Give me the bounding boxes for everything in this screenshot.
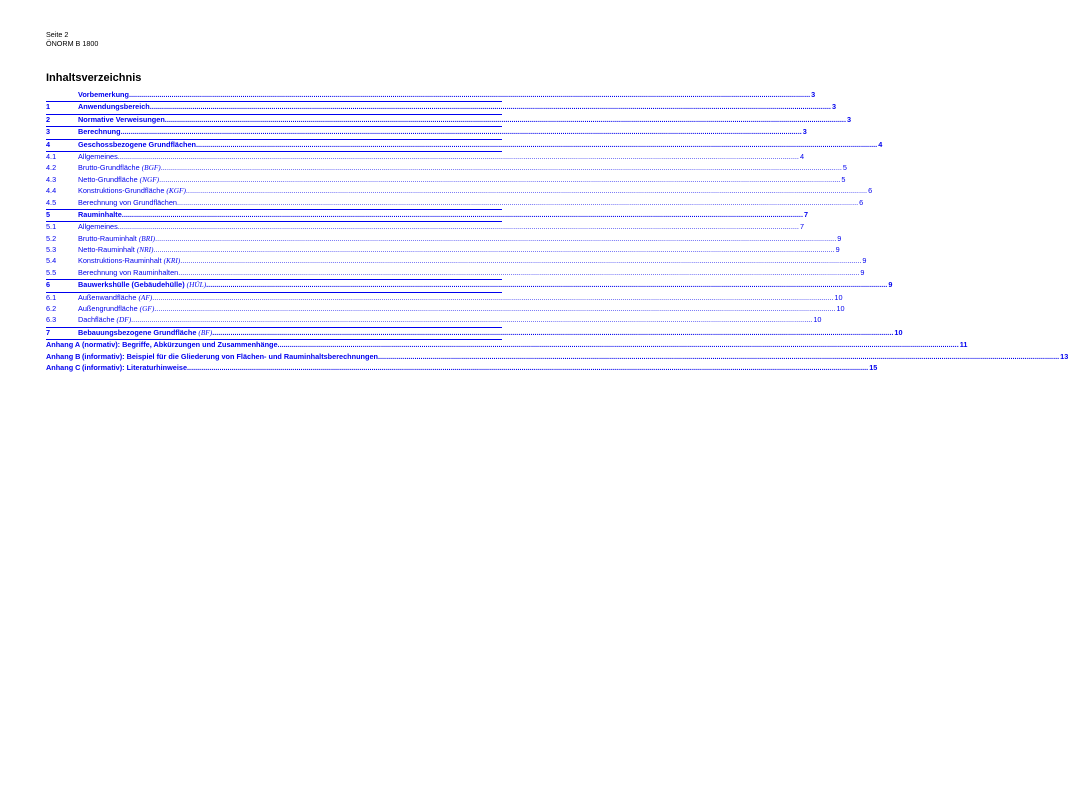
- page-number: Seite 2: [46, 30, 69, 39]
- toc-entry-page: 3: [811, 90, 816, 99]
- toc-leader-dots: [121, 127, 802, 136]
- toc-entry-title-text: (informativ): Beispiel für die Gliederung von Flächen- und Rauminhaltsberechnungen: [82, 351, 378, 361]
- toc-entry-title: [78, 256, 180, 265]
- toc-entry[interactable]: [46, 126, 807, 138]
- toc-entry-title-text: Bauwerkshülle (Gebäudehülle): [78, 280, 187, 290]
- toc-entry-title: [78, 175, 159, 184]
- toc-entry-page: 13: [1060, 351, 1068, 361]
- toc-entry-title: [78, 328, 212, 337]
- toc-entry-number: 6.3: [46, 315, 57, 325]
- toc-leader-dots: [118, 152, 799, 161]
- toc-entry-title: [78, 304, 154, 313]
- toc-entry-number: 4: [46, 139, 51, 149]
- toc-entry[interactable]: [46, 163, 847, 174]
- toc-entry-title-text: (normativ): Begriffe, Abkürzungen und Zusammenhänge: [82, 340, 278, 350]
- toc-entry-number: 4.3: [46, 174, 57, 184]
- toc-entry-page: 9: [835, 245, 840, 255]
- toc-entry-abbreviation: (BF): [198, 327, 213, 337]
- toc-entry-number: Anhang C: [46, 362, 81, 372]
- toc-leader-dots: [129, 90, 810, 99]
- toc-entry-number: 5.5: [46, 267, 57, 277]
- toc-entry-abbreviation: (KRI): [163, 256, 181, 266]
- toc-entry-title: [78, 280, 206, 289]
- toc-entry-number: Anhang A: [46, 340, 81, 350]
- toc-leader-dots: [178, 268, 859, 277]
- toc-entry-title-text: Netto-Grundfläche: [78, 174, 140, 184]
- toc-entry-title-text: Normative Verweisungen: [78, 114, 165, 124]
- toc-entry-title: [78, 234, 155, 243]
- toc-leader-dots: [118, 222, 799, 231]
- toc-entry-number: 4.5: [46, 197, 57, 207]
- toc-entry-page: 7: [799, 222, 804, 232]
- toc-leader-dots: [159, 175, 840, 184]
- toc-entry-title-text: Bebauungsbezogene Grundfläche: [78, 327, 199, 337]
- toc-entry[interactable]: [46, 90, 816, 101]
- toc-entry-title-text: Konstruktions-Rauminhalt: [78, 256, 164, 266]
- toc-entry-number: 1: [46, 102, 51, 112]
- toc-entry-title-text: (informativ): Literaturhinweise: [82, 362, 188, 372]
- toc-entry-title-text: Außengrundfläche: [78, 304, 140, 314]
- toc-entry-number: 4.2: [46, 163, 57, 173]
- toc-entry-title-text: Brutto-Grundfläche: [78, 163, 142, 173]
- toc-entry-title-text: Anwendungsbereich: [78, 102, 150, 112]
- toc-entry-page: 9: [888, 280, 893, 290]
- toc-entry-title: [78, 163, 161, 172]
- page-header: [46, 31, 98, 48]
- toc-entry-number: 2: [46, 114, 51, 124]
- toc-entry-title: [78, 90, 129, 99]
- toc-entry-title-text: Dachfläche: [78, 315, 117, 325]
- standard-id: ÖNORM B 1800: [46, 38, 99, 48]
- toc-entry-title-text: Allgemeines: [78, 151, 118, 161]
- toc-leader-dots: [153, 245, 834, 254]
- toc-entry-abbreviation: (NGF): [139, 174, 160, 184]
- toc-entry-title-text: Berechnung von Grundflächen: [78, 197, 177, 207]
- toc-entry-title-text: Berechnung: [78, 127, 121, 137]
- toc-entry-abbreviation: (HÜL): [186, 280, 207, 290]
- toc-entry-title: [82, 352, 378, 361]
- toc-entry-title-text: Brutto-Rauminhalt: [78, 233, 139, 243]
- toc-entry-title-text: Geschossbezogene Grundflächen: [78, 139, 196, 149]
- toc-entry-page: 3: [831, 102, 837, 112]
- toc-entry-title-text: Konstruktions-Grundfläche: [78, 186, 167, 196]
- toc-leader-dots: [278, 340, 959, 349]
- toc-leader-dots: [186, 186, 867, 195]
- toc-entry[interactable]: [46, 139, 883, 151]
- toc-entry-page: 9: [837, 233, 842, 243]
- toc-entry[interactable]: [46, 101, 837, 113]
- toc-entry-number: 4.1: [46, 151, 57, 161]
- toc-entry-page: 7: [803, 209, 809, 219]
- toc-entry[interactable]: [46, 197, 864, 209]
- toc-entry[interactable]: [46, 245, 840, 256]
- toc-leader-dots: [122, 210, 803, 219]
- toc-entry-page: 5: [841, 174, 846, 184]
- toc-entry-number: 5: [46, 209, 51, 219]
- toc-entry-title: [78, 115, 165, 124]
- toc-entry[interactable]: [46, 315, 822, 326]
- toc-entry-title: [78, 186, 186, 195]
- toc-entry-number: Anhang B: [46, 351, 81, 361]
- toc-entry-number: 5.1: [46, 222, 57, 232]
- toc-leader-dots: [152, 293, 833, 302]
- toc-entry-title-text: Allgemeines: [78, 222, 118, 232]
- toc-entry-title: [78, 245, 153, 254]
- toc-entry[interactable]: [46, 114, 852, 126]
- toc-entry-page: 4: [799, 151, 804, 161]
- toc-entry-page: 10: [836, 304, 845, 314]
- toc-entry-title: [78, 152, 118, 161]
- toc-entry-title: [78, 198, 177, 207]
- toc-entry[interactable]: [46, 186, 873, 197]
- toc-entry-page: 4: [878, 139, 883, 149]
- toc-entry-title: [78, 315, 131, 324]
- toc-entry-page: 6: [868, 186, 873, 196]
- toc-leader-dots: [206, 280, 887, 289]
- toc-leader-dots: [177, 198, 858, 207]
- toc-entry-page: 10: [813, 315, 822, 325]
- toc-entry-page: 3: [802, 127, 807, 137]
- toc-entry-page: 10: [834, 292, 843, 302]
- toc-entry[interactable]: [46, 174, 846, 186]
- toc-entry-title: [78, 222, 118, 231]
- toc-entry[interactable]: [46, 339, 968, 351]
- toc-leader-dots: [161, 163, 842, 172]
- toc-entry-number: 6.1: [46, 292, 57, 302]
- toc-entry-page: 15: [869, 362, 878, 372]
- toc-entry-title: [82, 363, 187, 372]
- toc-entry[interactable]: [46, 327, 903, 339]
- toc-leader-dots: [165, 115, 846, 124]
- toc-entry-page: 9: [862, 256, 867, 266]
- toc-entry-title-text: Rauminhalte: [78, 209, 122, 219]
- toc-entry-page: 6: [859, 197, 864, 207]
- toc-entry-abbreviation: (DF): [116, 315, 132, 325]
- toc-entry-title: [78, 102, 150, 111]
- toc-leader-dots: [150, 102, 831, 111]
- toc-entry[interactable]: [46, 292, 843, 304]
- toc-entry-number: 4.4: [46, 186, 57, 196]
- toc-entry-title: [78, 293, 152, 302]
- toc-heading: Inhaltsverzeichnis: [46, 72, 142, 84]
- toc-entry-page: 10: [894, 327, 903, 337]
- toc-entry[interactable]: [46, 221, 804, 233]
- toc-entry-title: [78, 140, 196, 149]
- toc-entry-title: [82, 340, 278, 349]
- toc-entry[interactable]: [46, 151, 804, 163]
- toc-entry-page: 3: [846, 114, 852, 124]
- toc-leader-dots: [212, 328, 893, 337]
- toc-entry-title-text: Vorbemerkung: [78, 90, 129, 99]
- toc-leader-dots: [187, 363, 868, 372]
- toc-entry-number: 5.3: [46, 245, 57, 255]
- toc-entry-abbreviation: (AF): [138, 292, 153, 302]
- toc-entry-page: 9: [860, 267, 865, 277]
- toc-entry-title: [78, 127, 121, 136]
- toc-entry-abbreviation: (KGF): [166, 186, 186, 196]
- toc-leader-dots: [155, 234, 836, 243]
- toc-leader-dots: [180, 256, 861, 265]
- toc-leader-dots: [154, 304, 835, 313]
- toc-entry-number: 7: [46, 327, 51, 337]
- toc-entry[interactable]: [46, 256, 867, 267]
- toc-entry-abbreviation: (BRI): [138, 233, 156, 243]
- toc-entry-abbreviation: (BGF): [141, 163, 161, 173]
- toc-entry-number: 3: [46, 127, 51, 137]
- toc-entry-title: [78, 210, 122, 219]
- toc-entry-title-text: Berechnung von Rauminhalten: [78, 267, 179, 277]
- toc-entry-page: 11: [959, 340, 968, 350]
- toc-entry-page: 5: [842, 163, 847, 173]
- toc-entry-abbreviation: (GF): [139, 304, 155, 314]
- toc-entry-abbreviation: (NRI): [136, 245, 154, 255]
- toc-leader-dots: [131, 315, 812, 324]
- toc-leader-dots: [378, 352, 1059, 361]
- toc-entry[interactable]: [46, 304, 845, 315]
- toc-entry-title-text: Netto-Rauminhalt: [78, 245, 137, 255]
- toc-entry[interactable]: [46, 351, 1068, 363]
- toc-entry[interactable]: [46, 267, 865, 279]
- toc-entry[interactable]: [46, 209, 809, 221]
- toc-entry-number: 5.4: [46, 256, 57, 266]
- toc-entry-number: 6.2: [46, 304, 57, 314]
- toc-entry[interactable]: [46, 362, 878, 374]
- toc-entry-number: 5.2: [46, 233, 57, 243]
- toc-entry[interactable]: [46, 233, 842, 245]
- toc-entry-title: [78, 268, 178, 277]
- table-of-contents: [46, 90, 1068, 374]
- toc-entry[interactable]: [46, 279, 893, 291]
- toc-leader-dots: [196, 140, 877, 149]
- toc-entry-number: 6: [46, 280, 51, 290]
- toc-entry-title-text: Außenwandfläche: [78, 292, 139, 302]
